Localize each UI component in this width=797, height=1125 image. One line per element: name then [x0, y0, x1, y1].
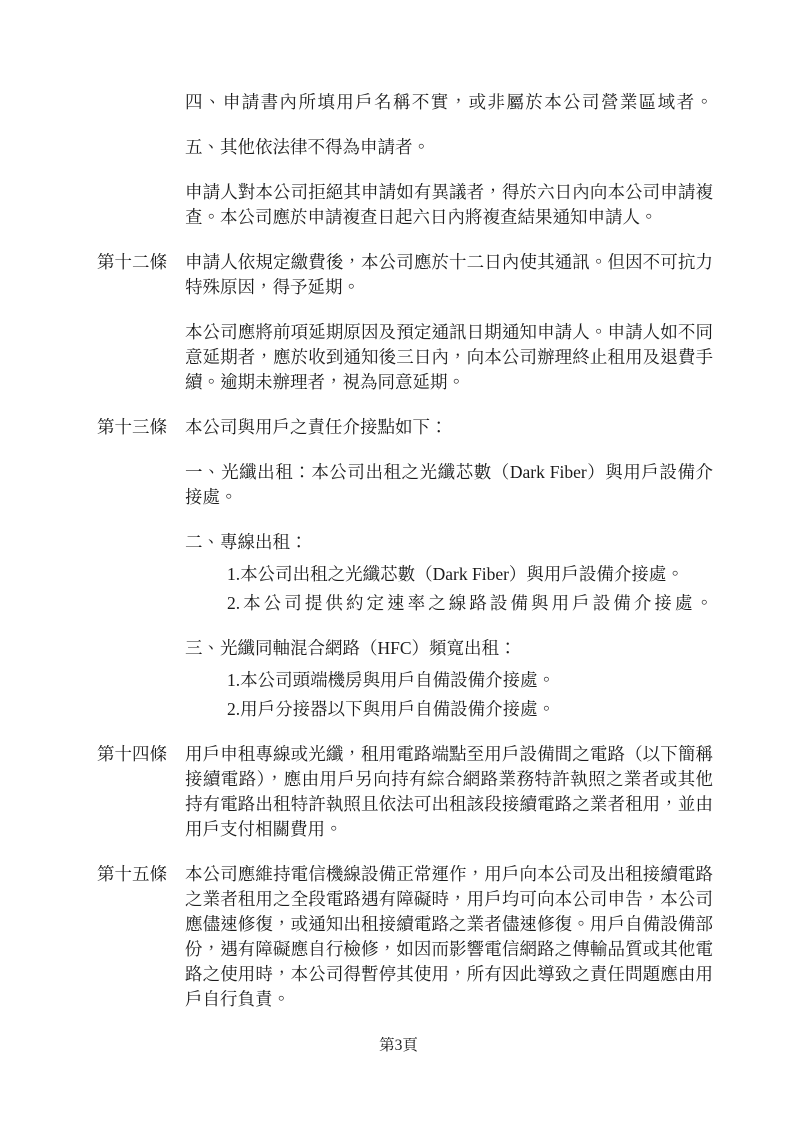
paragraph-text: 2.用戶分接器以下與用戶自備設備介接處。: [227, 699, 556, 719]
paragraph-block: [97, 668, 713, 693]
paragraph-text: 用戶申租專線或光纖，租用電路端點至用戶設備間之電路（以下簡稱接續電路），應由用戶另向持有綜合網路業務特許執照之業者或其他持有電路出租特許執照且依法可出租該段接續電路之業者租用，並由用戶支付相關費用。: [185, 744, 713, 839]
article-block: [97, 415, 713, 440]
article-number: 第十二條: [97, 252, 167, 272]
paragraph-block: [97, 180, 713, 230]
page-number: 第3頁: [379, 1037, 418, 1054]
paragraph-text: 三、光纖同軸混合網路（HFC）頻寬出租：: [185, 638, 517, 658]
article-block: [97, 742, 713, 842]
paragraph-text: 本公司應維持電信機線設備正常運作，用戶向本公司及出租接續電路之業者租用之全段電路遇有障礙時，用戶均可向本公司申告，本公司應儘速修復，或通知出租接續電路之業者儘速修復。用戶自備設備部份，遇有障礙應自行檢修，如因而影響電信網路之傳輸品質或其他電路之使用時，本公司得暫停其使用，所有因此導致之責任問題應由用戶自行負責。: [185, 864, 713, 1009]
article-block: [97, 250, 713, 300]
paragraph-text: 五、其他依法律不得為申請者。: [185, 137, 430, 157]
article-number: 第十三條: [97, 417, 167, 437]
paragraph-block: [97, 90, 713, 115]
paragraph-block: [97, 460, 713, 510]
paragraph-text: 2.本公司提供約定速率之線路設備與用戶設備介接處。: [227, 593, 713, 613]
paragraph-text: 四、申請書內所填用戶名稱不實，或非屬於本公司營業區域者。: [185, 92, 713, 112]
paragraph-block: [97, 591, 713, 616]
paragraph-text: 1.本公司頭端機房與用戶自備設備介接處。: [227, 670, 556, 690]
paragraph-text: 1.本公司出租之光纖芯數（Dark Fiber）與用戶設備介接處。: [227, 564, 684, 584]
article-number: 第十五條: [97, 864, 167, 884]
paragraph-block: [97, 135, 713, 160]
paragraph-block: [97, 636, 713, 661]
paragraph-block: [97, 562, 713, 587]
paragraph-text: 一、光纖出租：本公司出租之光纖芯數（Dark Fiber）與用戶設備介接處。: [185, 462, 713, 507]
paragraph-block: [97, 320, 713, 395]
paragraph-text: 申請人依規定繳費後，本公司應於十二日內使其通訊。但因不可抗力特殊原因，得予延期。: [185, 252, 713, 297]
paragraph-text: 本公司與用戶之責任介接點如下：: [185, 417, 448, 437]
document-body: [97, 90, 713, 1012]
paragraph-text: 申請人對本公司拒絕其申請如有異議者，得於六日內向本公司申請複查。本公司應於申請複查日起六日內將複查結果通知申請人。: [185, 182, 713, 227]
article-block: [97, 862, 713, 1012]
article-number: 第十四條: [97, 744, 167, 764]
paragraph-block: [97, 530, 713, 555]
paragraph-text: 二、專線出租：: [185, 532, 308, 552]
paragraph-text: 本公司應將前項延期原因及預定通訊日期通知申請人。申請人如不同意延期者，應於收到通知後三日內，向本公司辦理終止租用及退費手續。逾期未辦理者，視為同意延期。: [185, 322, 713, 392]
paragraph-block: [97, 697, 713, 722]
